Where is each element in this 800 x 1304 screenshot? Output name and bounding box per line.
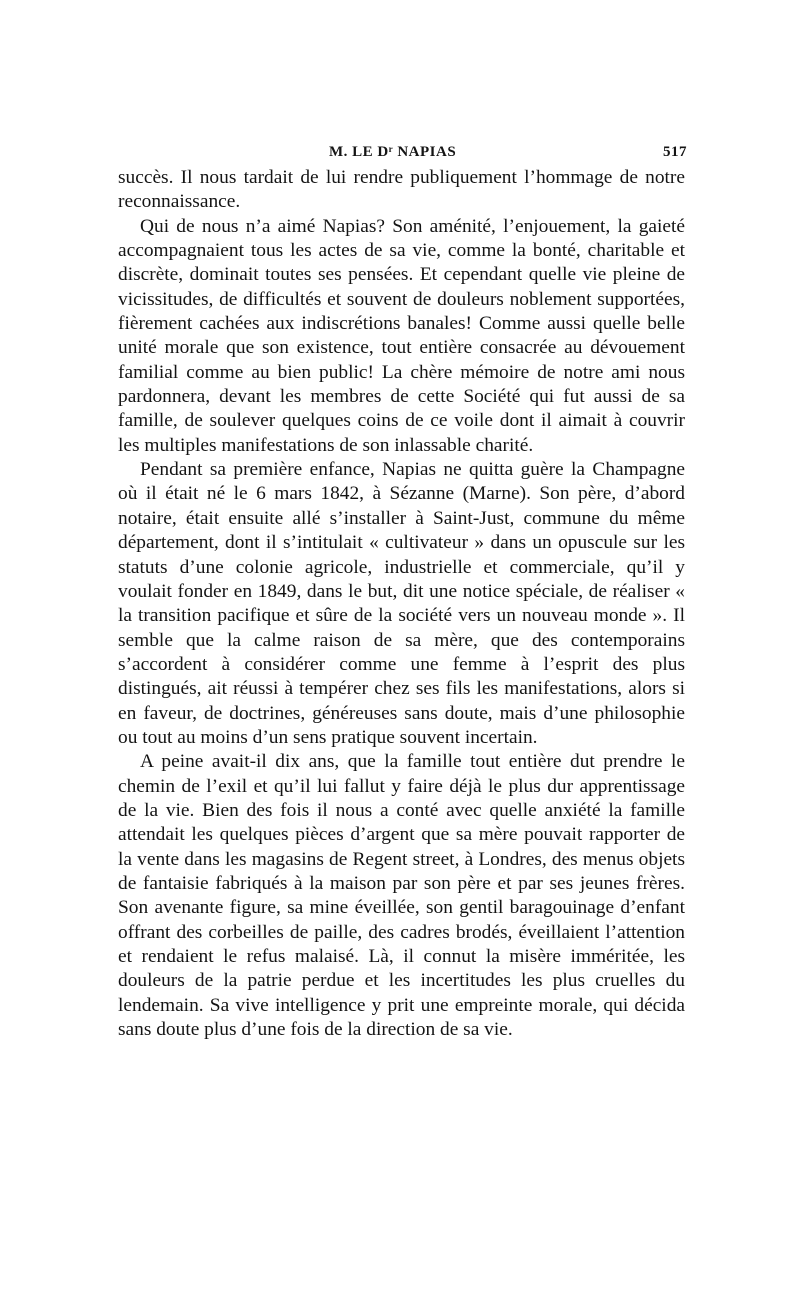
page-number: 517 [663,144,687,160]
body-text [118,166,685,1042]
paragraph: Pendant sa première enfance, Napias ne quitta guère la Champagne où il était né le 6 mars 1842, à Sézanne (Marne). Son père, d’abord notaire, était ensuite allé s’installer à Saint-Just, commune du même département, dont il s’intitulait « cultivateur » dans un opuscule sur les statuts d’une colonie agricole, industrielle et commerciale, qu’il y voulait fonder en 1849, dans le but, dit une notice spéciale, de réaliser « la transition pacifique et sûre de la société vers un nouveau monde ». Il semble que la calme raison de sa mère, que des contemporains s’accordent à considérer comme une femme à l’esprit des plus distingués, ait réussi à tempérer chez ses fils les manifestations, alors si en faveur, de doctrines, généreuses sans doute, mais d’une philosophie ou tout au moins d’un sens pratique souvent incertain. [118,459,685,748]
running-title: M. LE Dʳ NAPIAS [329,144,457,160]
running-head [118,140,685,166]
paragraph: Qui de nous n’a aimé Napias? Son aménité, l’enjouement, la gaieté accompagnaient tous les actes de sa vie, comme la bonté, charitable et discrète, dominait toutes ses pensées. Et cependant quelle vie pleine de vicissitudes, de difficultés et souvent de douleurs noblement supportées, fièrement cachées aux indiscrétions banales! Comme aussi quelle belle unité morale que son existence, tout entière consacrée au dévouement familial comme au bien public! La chère mémoire de notre ami nous pardonnera, devant les membres de cette Société qui fut aussi de sa famille, de soulever quelques coins de ce voile dont il aimait à couvrir les multiples manifestations de son inlassable charité. [118,215,685,456]
paragraph-continued: succès. Il nous tardait de lui rendre publiquement l’hommage de notre reconnaissance. [118,167,685,213]
paragraph: A peine avait-il dix ans, que la famille tout entière dut prendre le chemin de l’exil et qu’il lui fallut y faire déjà le plus dur apprentissage de la vie. Bien des fois il nous a conté avec quelle anxiété la famille attendait les quelques pièces d’argent que sa mère pouvait rapporter de la vente dans les magasins de Regent street, à Londres, des menus objets de fantaisie fabriqués à la maison par son père et par ses jeunes frères. Son avenante figure, sa mine éveillée, son gentil baragouinage d’enfant offrant des corbeilles de paille, des cadres brodés, éveillaient l’attention et rendaient le refus malaisé. Là, il connut la misère imméritée, les douleurs de la patrie perdue et les incertitudes les plus cruelles du lendemain. Sa vive intelligence y prit une empreinte morale, qui décida sans doute plus d’une fois de la direction de sa vie. [118,751,685,1041]
page-content [118,140,685,1042]
